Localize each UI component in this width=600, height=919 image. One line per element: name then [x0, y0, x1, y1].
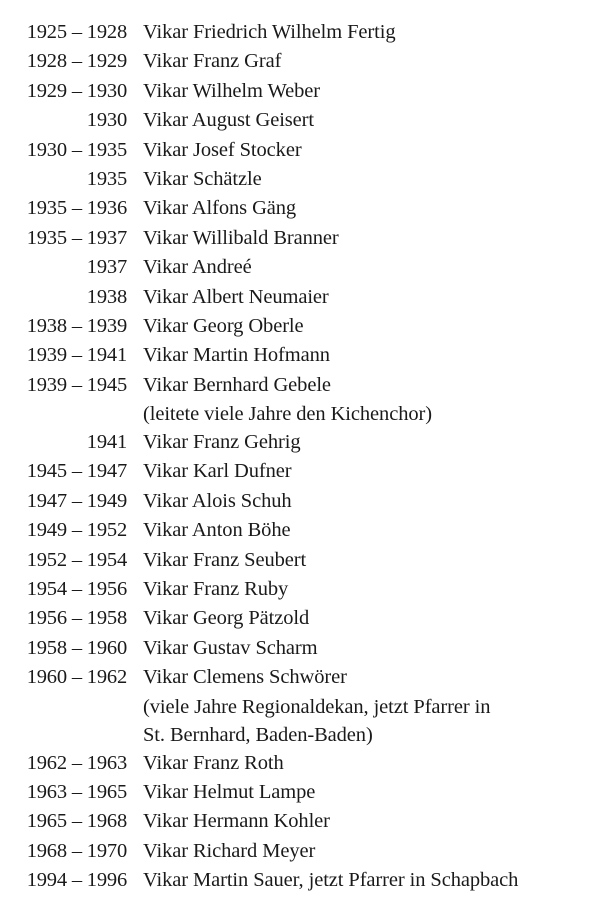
- entry-years: 1930 – 1935: [26, 138, 127, 161]
- vikar-entry: [0, 749, 600, 778]
- entry-name: Vikar August Geisert: [143, 109, 314, 132]
- entry-years: 1947 – 1949: [26, 489, 127, 512]
- entry-years: 1925 – 1928: [26, 21, 127, 43]
- entry-name: Vikar Josef Stocker: [143, 138, 302, 161]
- entry-years: 1941: [86, 431, 127, 454]
- vikar-entry: [0, 165, 600, 194]
- vikar-entry: [0, 457, 600, 486]
- entry-years: 1939 – 1941: [26, 344, 127, 367]
- entry-years: 1945 – 1947: [26, 460, 127, 483]
- entry-name: Vikar Georg Pätzold: [143, 607, 310, 630]
- entry-years: 1928 – 1929: [26, 50, 127, 73]
- entry-name: Vikar Richard Meyer: [143, 839, 316, 862]
- vikar-entry: [0, 106, 600, 135]
- entry-years: 1994 – 1996: [26, 869, 127, 892]
- vikar-entry: [0, 18, 600, 47]
- entry-name: Vikar Wilhelm Weber: [143, 79, 320, 102]
- entry-note: St. Bernhard, Baden-Baden): [143, 723, 373, 746]
- entry-years: 1935 – 1936: [26, 197, 127, 220]
- entry-name: Vikar Hermann Kohler: [143, 810, 330, 833]
- entry-years: 1929 – 1930: [26, 79, 127, 102]
- entry-name: Vikar Willibald Branner: [143, 226, 339, 249]
- entry-years: 1935 – 1937: [26, 226, 127, 249]
- vikar-entry: [0, 663, 600, 692]
- entry-name: Vikar Bernhard Gebele: [143, 373, 331, 396]
- vikar-entry: [0, 516, 600, 545]
- vikar-entry: [0, 253, 600, 282]
- entry-years: 1938: [86, 285, 127, 308]
- entry-name: Vikar Friedrich Wilhelm Fertig: [143, 21, 396, 43]
- vikar-entry: [0, 136, 600, 165]
- vikar-entry: [0, 371, 600, 400]
- vikar-list: [0, 18, 600, 896]
- entry-years: 1930: [86, 109, 127, 132]
- entry-years: 1965 – 1968: [26, 810, 127, 833]
- entry-name: Vikar Clemens Schwörer: [143, 666, 347, 689]
- entry-years: 1956 – 1958: [26, 607, 127, 630]
- entry-name: Vikar Franz Roth: [143, 751, 284, 774]
- entry-name: Vikar Franz Ruby: [143, 578, 289, 601]
- entry-years: 1960 – 1962: [26, 666, 127, 689]
- entry-years: 1962 – 1963: [26, 751, 127, 774]
- vikar-entry: [0, 428, 600, 457]
- vikar-entry: [0, 778, 600, 807]
- entry-name: Vikar Schätzle: [143, 167, 262, 190]
- entry-years: 1949 – 1952: [26, 519, 127, 542]
- entry-years: 1939 – 1945: [26, 373, 127, 396]
- entry-years: 1938 – 1939: [26, 314, 127, 337]
- vikar-entry-note: [0, 400, 600, 428]
- vikar-entry: [0, 837, 600, 866]
- vikar-entry: [0, 194, 600, 223]
- entry-name: Vikar Alfons Gäng: [143, 197, 297, 220]
- entry-name: Vikar Alois Schuh: [143, 489, 292, 512]
- entry-name: Vikar Andreé: [143, 256, 252, 279]
- entry-years: 1937: [86, 256, 127, 279]
- entry-name: Vikar Gustav Scharm: [143, 636, 318, 659]
- entry-years: 1963 – 1965: [26, 780, 127, 803]
- vikar-entry: [0, 312, 600, 341]
- vikar-entry: [0, 283, 600, 312]
- entry-years: 1968 – 1970: [26, 839, 127, 862]
- vikar-entry: [0, 575, 600, 604]
- vikar-entry: [0, 807, 600, 836]
- vikar-entry: [0, 487, 600, 516]
- vikar-entry: [0, 866, 600, 895]
- entry-name: Vikar Helmut Lampe: [143, 780, 316, 803]
- entry-name: Vikar Franz Gehrig: [143, 431, 301, 454]
- vikar-entry: [0, 634, 600, 663]
- entry-name: Vikar Karl Dufner: [143, 460, 292, 483]
- entry-name: Vikar Georg Oberle: [143, 314, 304, 337]
- entry-name: Vikar Franz Seubert: [143, 548, 307, 571]
- vikar-entry: [0, 47, 600, 76]
- vikar-entry: [0, 77, 600, 106]
- entry-name: Vikar Anton Böhe: [143, 519, 291, 542]
- entry-note: (viele Jahre Regionaldekan, jetzt Pfarrer in: [143, 695, 491, 718]
- entry-name: Vikar Franz Graf: [143, 50, 282, 73]
- entry-note: (leitete viele Jahre den Kichenchor): [143, 403, 432, 426]
- entry-years: 1954 – 1956: [26, 578, 127, 601]
- entry-years: 1935: [86, 167, 127, 190]
- entry-years: 1958 – 1960: [26, 636, 127, 659]
- vikar-entry-note: [0, 721, 600, 749]
- entry-name: Vikar Martin Hofmann: [143, 344, 330, 367]
- entry-name: Vikar Albert Neumaier: [143, 285, 329, 308]
- entry-years: 1952 – 1954: [26, 548, 127, 571]
- entry-name: Vikar Martin Sauer, jetzt Pfarrer in Schapbach: [143, 869, 519, 892]
- vikar-entry: [0, 341, 600, 370]
- vikar-entry: [0, 546, 600, 575]
- vikar-entry: [0, 224, 600, 253]
- vikar-entry-note: [0, 693, 600, 721]
- vikar-entry: [0, 604, 600, 633]
